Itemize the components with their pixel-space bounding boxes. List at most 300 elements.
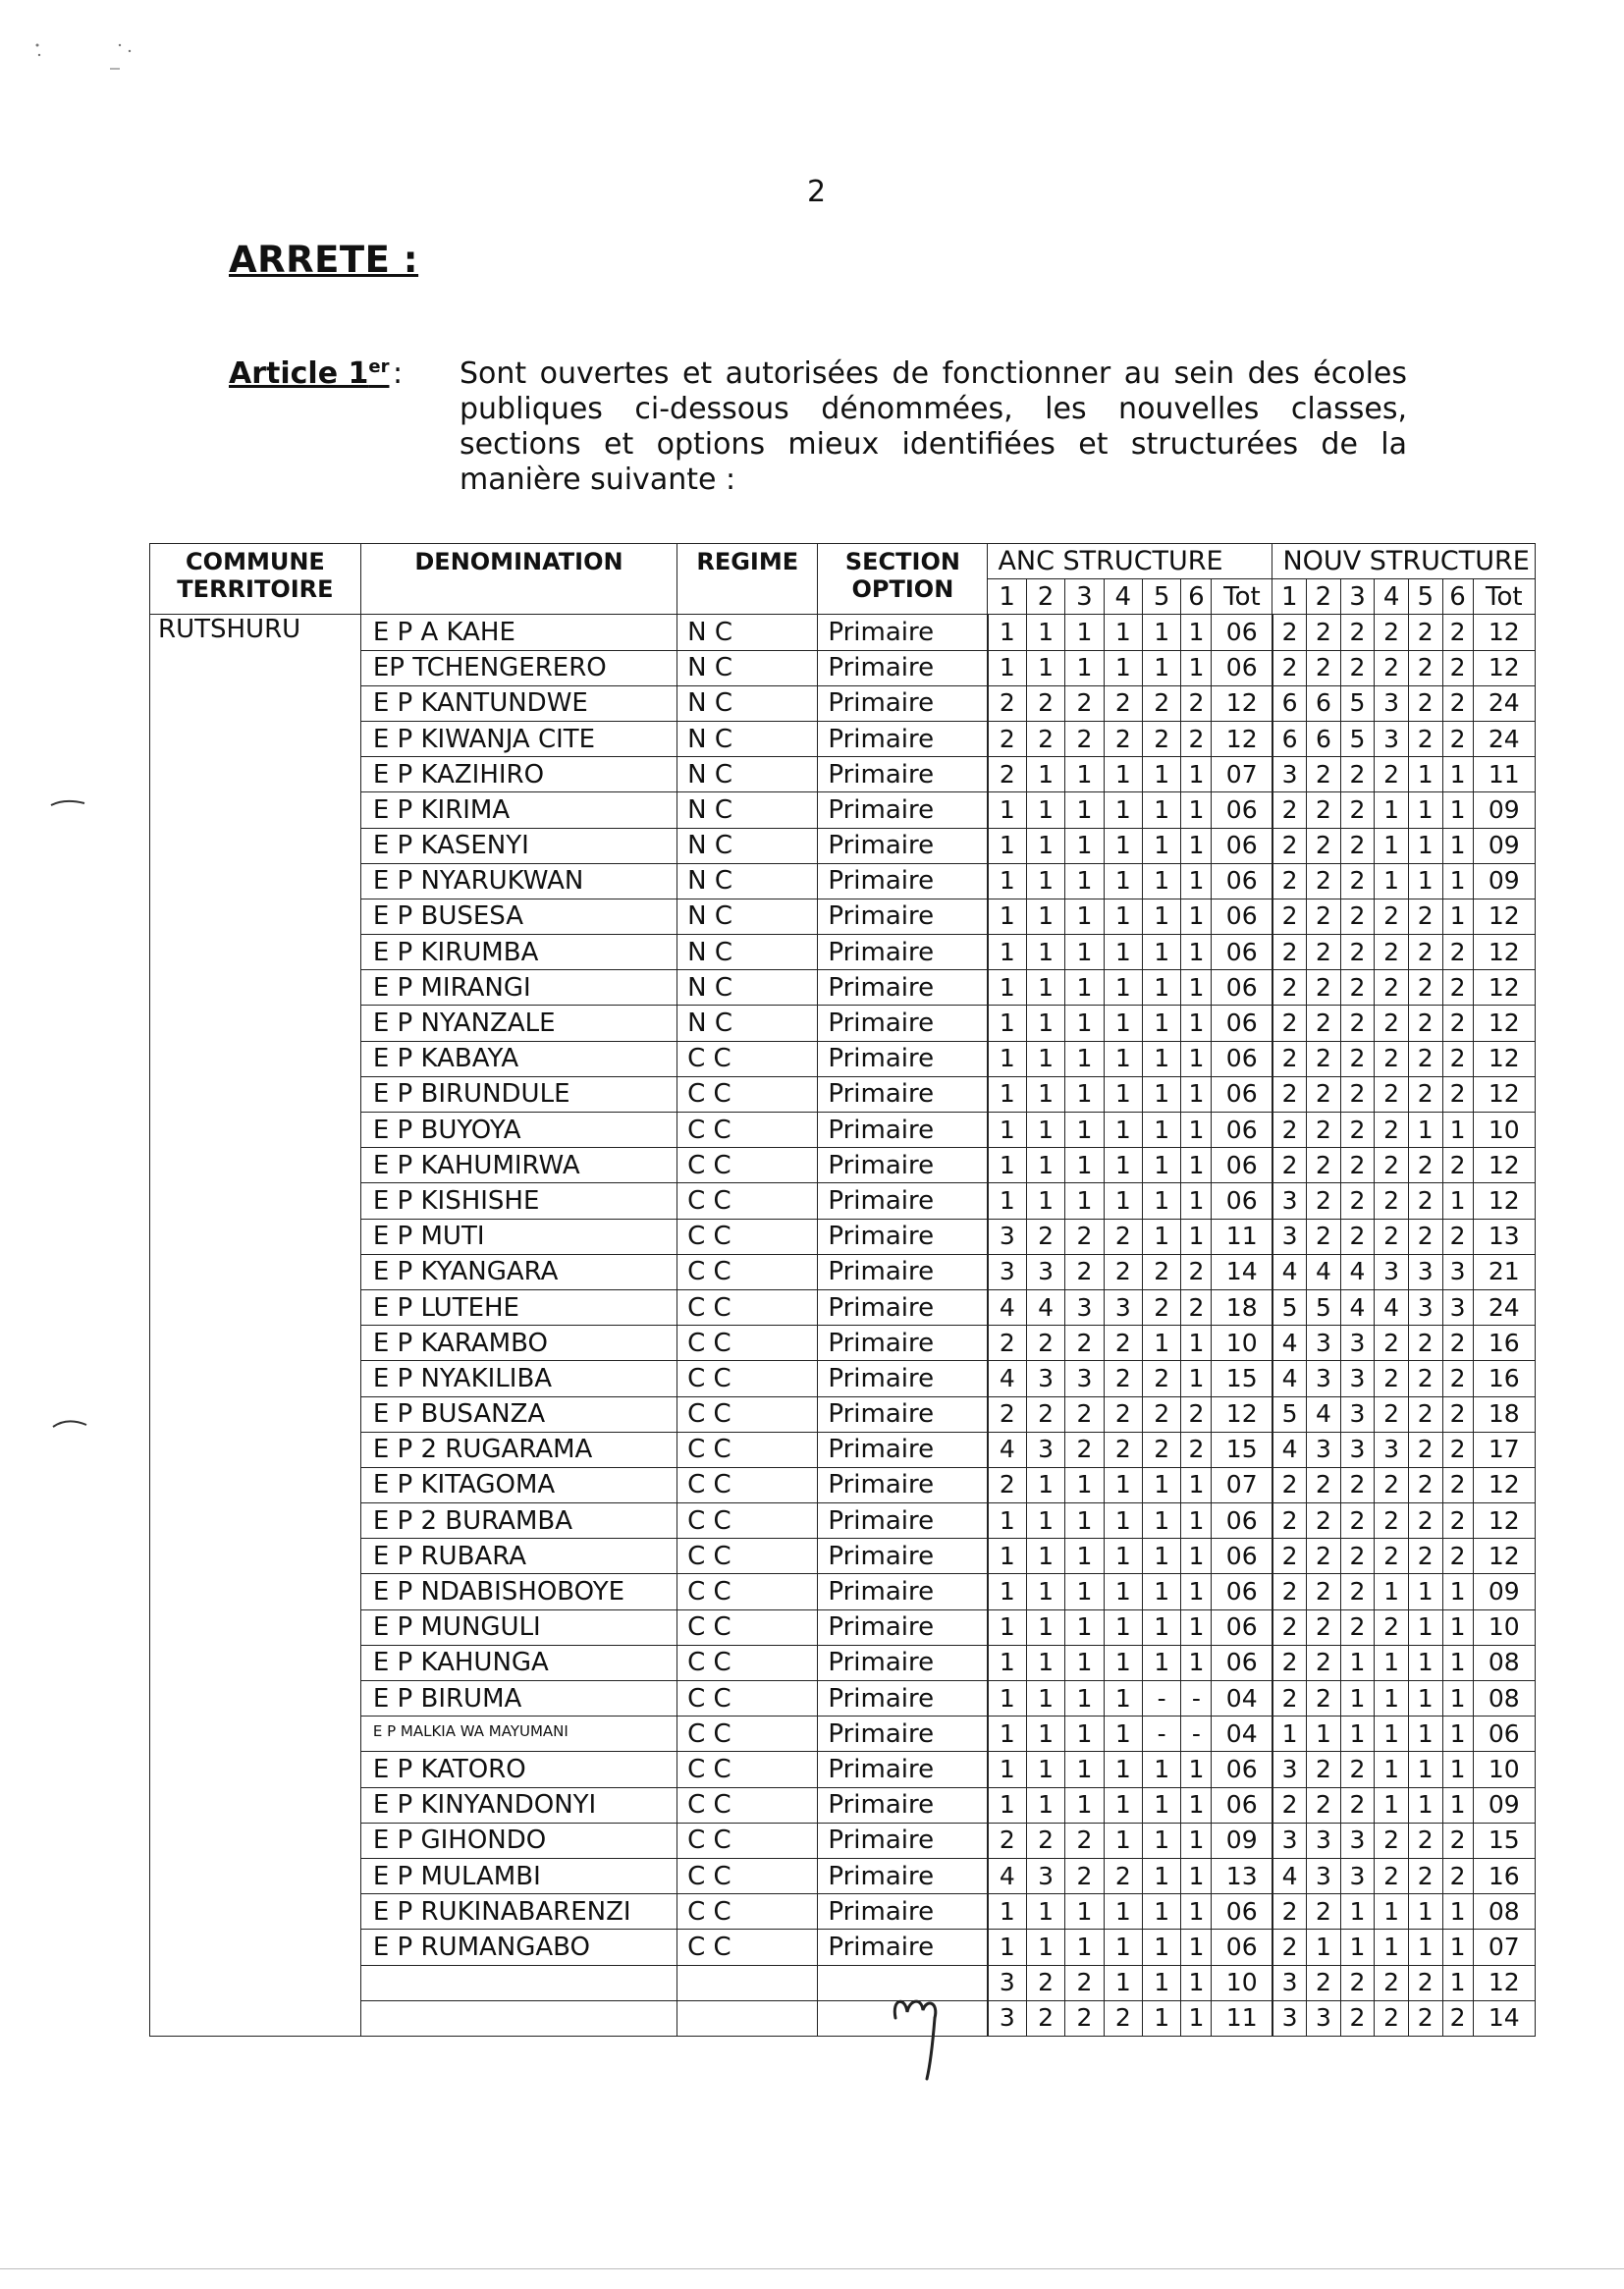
denomination-cell: E P KASENYI	[360, 828, 677, 863]
nouv-value-cell: 2	[1307, 899, 1341, 934]
anc-value-cell: 1	[1143, 899, 1181, 934]
nouv-value-cell: 08	[1473, 1681, 1535, 1717]
anc-value-cell: 06	[1212, 1183, 1272, 1219]
nouv-value-cell: 3	[1408, 1254, 1442, 1289]
nouv-value-cell: 3	[1307, 1823, 1341, 1858]
anc-value-cell: 1	[988, 1752, 1026, 1787]
nouv-value-cell: 2	[1442, 1467, 1473, 1502]
denomination-cell: E P LUTEHE	[360, 1289, 677, 1325]
nouv-value-cell: 1	[1408, 1894, 1442, 1930]
nouv-value-cell: 2	[1272, 1539, 1307, 1574]
anc-value-cell: 2	[1104, 2000, 1142, 2036]
nouv-value-cell: 2	[1272, 1609, 1307, 1645]
anc-value-cell: 1	[1143, 1752, 1181, 1787]
anc-col-7: Tot	[1212, 579, 1272, 615]
regime-cell: C C	[677, 1219, 818, 1254]
nouv-value-cell: 2	[1307, 970, 1341, 1006]
nouv-value-cell: 2	[1272, 1787, 1307, 1823]
anc-value-cell: 2	[1104, 1254, 1142, 1289]
anc-value-cell: 2	[1104, 1219, 1142, 1254]
anc-value-cell: 1	[1181, 1183, 1212, 1219]
denomination-cell: E P KIWANJA CITE	[360, 721, 677, 756]
nouv-value-cell: 2	[1442, 970, 1473, 1006]
anc-value-cell: 1	[1181, 899, 1212, 934]
anc-value-cell: 1	[1104, 828, 1142, 863]
denomination-cell: E P 2 BURAMBA	[360, 1503, 677, 1539]
section-cell: Primaire	[818, 1361, 988, 1396]
anc-col-6: 6	[1181, 579, 1212, 615]
regime-cell: C C	[677, 1752, 818, 1787]
anc-value-cell: 1	[1065, 899, 1104, 934]
anc-value-cell: 3	[1026, 1361, 1064, 1396]
anc-value-cell: 2	[988, 1326, 1026, 1361]
nouv-col-7: Tot	[1473, 579, 1535, 615]
regime-cell: C C	[677, 1645, 818, 1680]
anc-value-cell: 1	[1181, 1823, 1212, 1858]
nouv-value-cell: 2	[1307, 650, 1341, 685]
nouv-value-cell: 17	[1473, 1432, 1535, 1467]
nouv-value-cell: 2	[1408, 899, 1442, 934]
nouv-value-cell: 2	[1375, 1148, 1409, 1183]
anc-value-cell: 1	[1026, 1183, 1064, 1219]
anc-value-cell: 1	[1143, 1041, 1181, 1076]
anc-value-cell: 1	[1143, 1113, 1181, 1148]
nouv-value-cell: 1	[1442, 899, 1473, 934]
nouv-value-cell: 1	[1442, 757, 1473, 792]
anc-value-cell: 1	[1065, 1467, 1104, 1502]
nouv-value-cell: 2	[1307, 1467, 1341, 1502]
anc-value-cell: 1	[1104, 650, 1142, 685]
nouv-value-cell: 1	[1408, 1681, 1442, 1717]
denomination-cell: E P KIRUMBA	[360, 935, 677, 970]
header-section-option: SECTION OPTION	[818, 544, 988, 615]
anc-value-cell: 2	[1104, 1361, 1142, 1396]
anc-value-cell: 1	[1104, 935, 1142, 970]
signature-initials	[884, 1989, 952, 2082]
anc-value-cell: 1	[1181, 1539, 1212, 1574]
anc-value-cell: 1	[988, 1539, 1026, 1574]
document-heading: ARRETE :	[229, 239, 419, 281]
denomination-cell: E P NYAKILIBA	[360, 1361, 677, 1396]
section-cell: Primaire	[818, 899, 988, 934]
anc-value-cell: 2	[1181, 1289, 1212, 1325]
anc-value-cell: 1	[1104, 1006, 1142, 1041]
nouv-value-cell: 2	[1408, 2000, 1442, 2036]
nouv-value-cell: 1	[1340, 1717, 1375, 1752]
margin-mark-bottom	[51, 1417, 90, 1431]
nouv-value-cell: 1	[1340, 1681, 1375, 1717]
denomination-cell: E P A KAHE	[360, 615, 677, 650]
denomination-cell: E P KARAMBO	[360, 1326, 677, 1361]
nouv-value-cell: 2	[1272, 792, 1307, 828]
nouv-value-cell: 2	[1408, 1467, 1442, 1502]
nouv-col-6: 6	[1442, 579, 1473, 615]
anc-value-cell: 3	[988, 2000, 1026, 2036]
regime-cell: N C	[677, 615, 818, 650]
anc-value-cell: 06	[1212, 1503, 1272, 1539]
section-cell: Primaire	[818, 1894, 988, 1930]
anc-value-cell: 1	[1104, 1113, 1142, 1148]
nouv-value-cell: 2	[1408, 1219, 1442, 1254]
nouv-value-cell: 2	[1307, 863, 1341, 899]
nouv-value-cell: 2	[1375, 1041, 1409, 1076]
nouv-value-cell: 2	[1375, 1965, 1409, 2000]
anc-value-cell: 1	[1026, 792, 1064, 828]
anc-value-cell: 1	[1181, 1006, 1212, 1041]
denomination-cell: E P KAHUNGA	[360, 1645, 677, 1680]
anc-value-cell: 2	[1026, 1326, 1064, 1361]
anc-value-cell: 1	[1181, 1894, 1212, 1930]
anc-value-cell: 1	[1065, 650, 1104, 685]
denomination-cell: E P KIRIMA	[360, 792, 677, 828]
anc-value-cell: 4	[988, 1289, 1026, 1325]
nouv-value-cell: 2	[1408, 1396, 1442, 1432]
anc-value-cell: 2	[1065, 1432, 1104, 1467]
anc-value-cell: 15	[1212, 1432, 1272, 1467]
nouv-value-cell: 2	[1340, 1539, 1375, 1574]
anc-value-cell: 1	[1181, 1113, 1212, 1148]
anc-value-cell: 1	[1104, 1467, 1142, 1502]
anc-value-cell: 1	[1181, 1609, 1212, 1645]
anc-value-cell: 2	[1026, 1396, 1064, 1432]
denomination-cell: E P MULAMBI	[360, 1858, 677, 1893]
anc-value-cell: 2	[1104, 1326, 1142, 1361]
nouv-value-cell: 2	[1272, 1894, 1307, 1930]
regime-cell: C C	[677, 1148, 818, 1183]
denomination-cell: E P KATORO	[360, 1752, 677, 1787]
nouv-value-cell: 2	[1307, 1183, 1341, 1219]
anc-value-cell: 3	[1065, 1361, 1104, 1396]
section-cell: Primaire	[818, 1539, 988, 1574]
nouv-value-cell: 2	[1408, 685, 1442, 721]
anc-value-cell: 1	[1104, 1717, 1142, 1752]
nouv-value-cell: 2	[1340, 1752, 1375, 1787]
regime-cell	[677, 2000, 818, 2036]
anc-value-cell: 1	[1143, 1076, 1181, 1112]
nouv-value-cell: 2	[1340, 1041, 1375, 1076]
anc-value-cell: 1	[1143, 1183, 1181, 1219]
section-cell: Primaire	[818, 970, 988, 1006]
nouv-value-cell: 1	[1375, 1787, 1409, 1823]
regime-cell: N C	[677, 828, 818, 863]
nouv-value-cell: 2	[1442, 2000, 1473, 2036]
nouv-value-cell: 2	[1442, 935, 1473, 970]
anc-value-cell: 1	[1065, 1717, 1104, 1752]
nouv-value-cell: 15	[1473, 1823, 1535, 1858]
header-nouv-structure: NOUV STRUCTURE	[1272, 544, 1536, 579]
anc-value-cell: 1	[1143, 970, 1181, 1006]
anc-value-cell: 1	[1104, 1823, 1142, 1858]
nouv-value-cell: 2	[1340, 863, 1375, 899]
anc-value-cell: 1	[1026, 1076, 1064, 1112]
nouv-value-cell: 1	[1408, 1752, 1442, 1787]
nouv-col-3: 3	[1340, 579, 1375, 615]
anc-value-cell: 2	[1026, 1219, 1064, 1254]
nouv-value-cell: 14	[1473, 2000, 1535, 2036]
nouv-value-cell: 4	[1272, 1254, 1307, 1289]
anc-col-5: 5	[1143, 579, 1181, 615]
nouv-value-cell: 2	[1340, 828, 1375, 863]
section-cell: Primaire	[818, 1503, 988, 1539]
nouv-value-cell: 3	[1272, 2000, 1307, 2036]
anc-value-cell: 2	[1065, 1396, 1104, 1432]
nouv-value-cell: 1	[1442, 1183, 1473, 1219]
anc-value-cell: 2	[1026, 1965, 1064, 2000]
regime-cell: C C	[677, 1396, 818, 1432]
nouv-value-cell: 2	[1340, 1609, 1375, 1645]
anc-value-cell: 1	[1026, 650, 1064, 685]
nouv-value-cell: 08	[1473, 1894, 1535, 1930]
anc-value-cell: 1	[1065, 792, 1104, 828]
nouv-value-cell: 6	[1307, 721, 1341, 756]
nouv-value-cell: 2	[1442, 1823, 1473, 1858]
anc-value-cell: 1	[1181, 1148, 1212, 1183]
regime-cell: C C	[677, 1823, 818, 1858]
nouv-value-cell: 12	[1473, 935, 1535, 970]
denomination-cell: E P NYANZALE	[360, 1006, 677, 1041]
anc-value-cell: 1	[1181, 1965, 1212, 2000]
anc-value-cell: 1	[1026, 828, 1064, 863]
anc-value-cell: 1	[1026, 863, 1064, 899]
denomination-cell: EP TCHENGERERO	[360, 650, 677, 685]
anc-value-cell: 1	[988, 1645, 1026, 1680]
nouv-value-cell: 2	[1307, 1681, 1341, 1717]
nouv-value-cell: 2	[1375, 1326, 1409, 1361]
anc-value-cell: 1	[988, 1076, 1026, 1112]
nouv-value-cell: 2	[1340, 1183, 1375, 1219]
anc-value-cell: 04	[1212, 1681, 1272, 1717]
nouv-value-cell: 2	[1408, 1041, 1442, 1076]
nouv-value-cell: 10	[1473, 1113, 1535, 1148]
nouv-value-cell: 2	[1272, 1041, 1307, 1076]
nouv-value-cell: 1	[1375, 1574, 1409, 1609]
anc-value-cell: 1	[1065, 1148, 1104, 1183]
nouv-value-cell: 3	[1340, 1326, 1375, 1361]
anc-value-cell: 2	[988, 757, 1026, 792]
anc-value-cell: 1	[1181, 757, 1212, 792]
nouv-value-cell: 4	[1272, 1326, 1307, 1361]
anc-value-cell: -	[1143, 1717, 1181, 1752]
nouv-value-cell: 1	[1375, 1930, 1409, 1965]
anc-value-cell: 1	[1143, 1574, 1181, 1609]
anc-value-cell: 1	[1104, 792, 1142, 828]
nouv-value-cell: 2	[1340, 1113, 1375, 1148]
nouv-value-cell: 2	[1408, 1823, 1442, 1858]
nouv-value-cell: 2	[1272, 650, 1307, 685]
nouv-value-cell: 2	[1375, 615, 1409, 650]
nouv-value-cell: 2	[1307, 1006, 1341, 1041]
anc-value-cell: 1	[1181, 615, 1212, 650]
nouv-value-cell: 2	[1272, 1930, 1307, 1965]
nouv-value-cell: 6	[1307, 685, 1341, 721]
anc-value-cell: 1	[1181, 1930, 1212, 1965]
regime-cell: N C	[677, 863, 818, 899]
nouv-value-cell: 5	[1272, 1289, 1307, 1325]
anc-value-cell: 1	[1181, 935, 1212, 970]
anc-value-cell: 2	[1026, 2000, 1064, 2036]
regime-cell: C C	[677, 1787, 818, 1823]
anc-value-cell: 1	[1065, 757, 1104, 792]
nouv-value-cell: 09	[1473, 1787, 1535, 1823]
nouv-col-4: 4	[1375, 579, 1409, 615]
anc-value-cell: 1	[1104, 1574, 1142, 1609]
nouv-value-cell: 6	[1272, 721, 1307, 756]
section-cell: Primaire	[818, 615, 988, 650]
scan-specks	[29, 39, 147, 79]
nouv-value-cell: 24	[1473, 685, 1535, 721]
nouv-value-cell: 1	[1375, 1645, 1409, 1680]
nouv-value-cell: 1	[1408, 1113, 1442, 1148]
anc-value-cell: 1	[1181, 970, 1212, 1006]
nouv-value-cell: 08	[1473, 1645, 1535, 1680]
schools-table	[149, 543, 1536, 2037]
anc-value-cell: 1	[1065, 828, 1104, 863]
nouv-value-cell: 1	[1307, 1717, 1341, 1752]
nouv-value-cell: 2	[1340, 1148, 1375, 1183]
section-cell: Primaire	[818, 1006, 988, 1041]
anc-value-cell: 3	[1104, 1289, 1142, 1325]
anc-value-cell: 1	[1143, 828, 1181, 863]
nouv-value-cell: 2	[1307, 1076, 1341, 1112]
nouv-value-cell: 2	[1307, 757, 1341, 792]
denomination-cell: E P KYANGARA	[360, 1254, 677, 1289]
nouv-value-cell: 4	[1272, 1361, 1307, 1396]
anc-value-cell: 09	[1212, 1823, 1272, 1858]
anc-value-cell: 1	[1181, 650, 1212, 685]
anc-value-cell: 1	[988, 1717, 1026, 1752]
nouv-value-cell: 2	[1340, 1219, 1375, 1254]
anc-value-cell: 1	[1065, 1752, 1104, 1787]
denomination-cell: E P RUKINABARENZI	[360, 1894, 677, 1930]
denomination-cell: E P MUNGULI	[360, 1609, 677, 1645]
nouv-value-cell: 2	[1272, 1645, 1307, 1680]
anc-value-cell: 1	[988, 1006, 1026, 1041]
anc-value-cell: 1	[1181, 1326, 1212, 1361]
table-body	[150, 615, 1536, 2037]
anc-value-cell: 06	[1212, 863, 1272, 899]
denomination-cell: E P KAZIHIRO	[360, 757, 677, 792]
regime-cell: C C	[677, 1076, 818, 1112]
anc-value-cell: 2	[1065, 1858, 1104, 1893]
nouv-value-cell: 1	[1375, 863, 1409, 899]
anc-value-cell: 2	[1065, 1254, 1104, 1289]
denomination-cell: E P BUSANZA	[360, 1396, 677, 1432]
nouv-value-cell: 24	[1473, 721, 1535, 756]
regime-cell: C C	[677, 1361, 818, 1396]
nouv-value-cell: 2	[1442, 1432, 1473, 1467]
anc-value-cell: 1	[1065, 1503, 1104, 1539]
nouv-value-cell: 2	[1442, 1396, 1473, 1432]
anc-value-cell: 12	[1212, 685, 1272, 721]
anc-value-cell: 06	[1212, 1113, 1272, 1148]
nouv-value-cell: 3	[1340, 1823, 1375, 1858]
nouv-value-cell: 2	[1307, 615, 1341, 650]
nouv-value-cell: 2	[1375, 899, 1409, 934]
nouv-value-cell: 2	[1340, 650, 1375, 685]
anc-value-cell: 1	[1143, 1219, 1181, 1254]
nouv-value-cell: 1	[1375, 828, 1409, 863]
anc-value-cell: 1	[1143, 1326, 1181, 1361]
anc-value-cell: 1	[1104, 1965, 1142, 2000]
anc-value-cell: 3	[988, 1965, 1026, 2000]
section-cell: Primaire	[818, 1752, 988, 1787]
nouv-value-cell: 2	[1408, 1858, 1442, 1893]
anc-value-cell: 2	[988, 1467, 1026, 1502]
nouv-value-cell: 4	[1340, 1289, 1375, 1325]
anc-value-cell: 2	[1104, 1432, 1142, 1467]
nouv-value-cell: 12	[1473, 1965, 1535, 2000]
anc-value-cell: 1	[1065, 1787, 1104, 1823]
anc-value-cell: 06	[1212, 1930, 1272, 1965]
page-number: 2	[807, 175, 827, 209]
anc-value-cell: 1	[1104, 899, 1142, 934]
anc-value-cell: 2	[988, 685, 1026, 721]
nouv-value-cell: 2	[1408, 1148, 1442, 1183]
anc-value-cell: 1	[988, 970, 1026, 1006]
anc-value-cell: 1	[1026, 757, 1064, 792]
anc-value-cell: 1	[1143, 1930, 1181, 1965]
nouv-value-cell: 2	[1442, 685, 1473, 721]
anc-value-cell: 06	[1212, 1609, 1272, 1645]
anc-value-cell: 1	[988, 1609, 1026, 1645]
nouv-value-cell: 3	[1408, 1289, 1442, 1325]
nouv-value-cell: 3	[1340, 1361, 1375, 1396]
anc-value-cell: 1	[1065, 1681, 1104, 1717]
nouv-value-cell: 2	[1375, 970, 1409, 1006]
nouv-value-cell: 1	[1340, 1930, 1375, 1965]
article-label-main: Article 1	[229, 356, 369, 391]
nouv-value-cell: 3	[1375, 1432, 1409, 1467]
nouv-value-cell: 6	[1272, 685, 1307, 721]
nouv-value-cell: 3	[1340, 1396, 1375, 1432]
nouv-value-cell: 3	[1307, 1858, 1341, 1893]
nouv-value-cell: 3	[1272, 1965, 1307, 2000]
regime-cell: C C	[677, 1574, 818, 1609]
denomination-cell: E P KISHISHE	[360, 1183, 677, 1219]
anc-value-cell: 1	[1026, 1503, 1064, 1539]
anc-value-cell: 1	[1181, 1076, 1212, 1112]
nouv-value-cell: 2	[1375, 935, 1409, 970]
regime-cell: C C	[677, 1858, 818, 1893]
nouv-value-cell: 2	[1375, 1183, 1409, 1219]
denomination-cell: E P NYARUKWAN	[360, 863, 677, 899]
nouv-value-cell: 2	[1340, 1467, 1375, 1502]
section-cell: Primaire	[818, 1219, 988, 1254]
header-regime: REGIME	[677, 544, 818, 615]
anc-value-cell: 1	[988, 1148, 1026, 1183]
anc-value-cell: 1	[1143, 1823, 1181, 1858]
nouv-value-cell: 2	[1307, 1609, 1341, 1645]
anc-value-cell: 10	[1212, 1965, 1272, 2000]
nouv-value-cell: 2	[1375, 1113, 1409, 1148]
header-anc-structure: ANC STRUCTURE	[988, 544, 1272, 579]
anc-value-cell: 1	[1026, 899, 1064, 934]
regime-cell: C C	[677, 1254, 818, 1289]
anc-value-cell: 1	[1026, 1467, 1064, 1502]
header-commune: COMMUNE TERRITOIRE	[150, 544, 361, 615]
section-cell: Primaire	[818, 1396, 988, 1432]
anc-value-cell: 3	[1026, 1254, 1064, 1289]
denomination-cell	[360, 1965, 677, 2000]
anc-value-cell: 1	[1026, 1930, 1064, 1965]
anc-value-cell: 1	[988, 792, 1026, 828]
nouv-value-cell: 1	[1442, 1609, 1473, 1645]
anc-value-cell: 06	[1212, 1539, 1272, 1574]
nouv-value-cell: 3	[1307, 1361, 1341, 1396]
nouv-value-cell: 2	[1307, 1574, 1341, 1609]
nouv-value-cell: 3	[1307, 1432, 1341, 1467]
anc-value-cell: 10	[1212, 1326, 1272, 1361]
